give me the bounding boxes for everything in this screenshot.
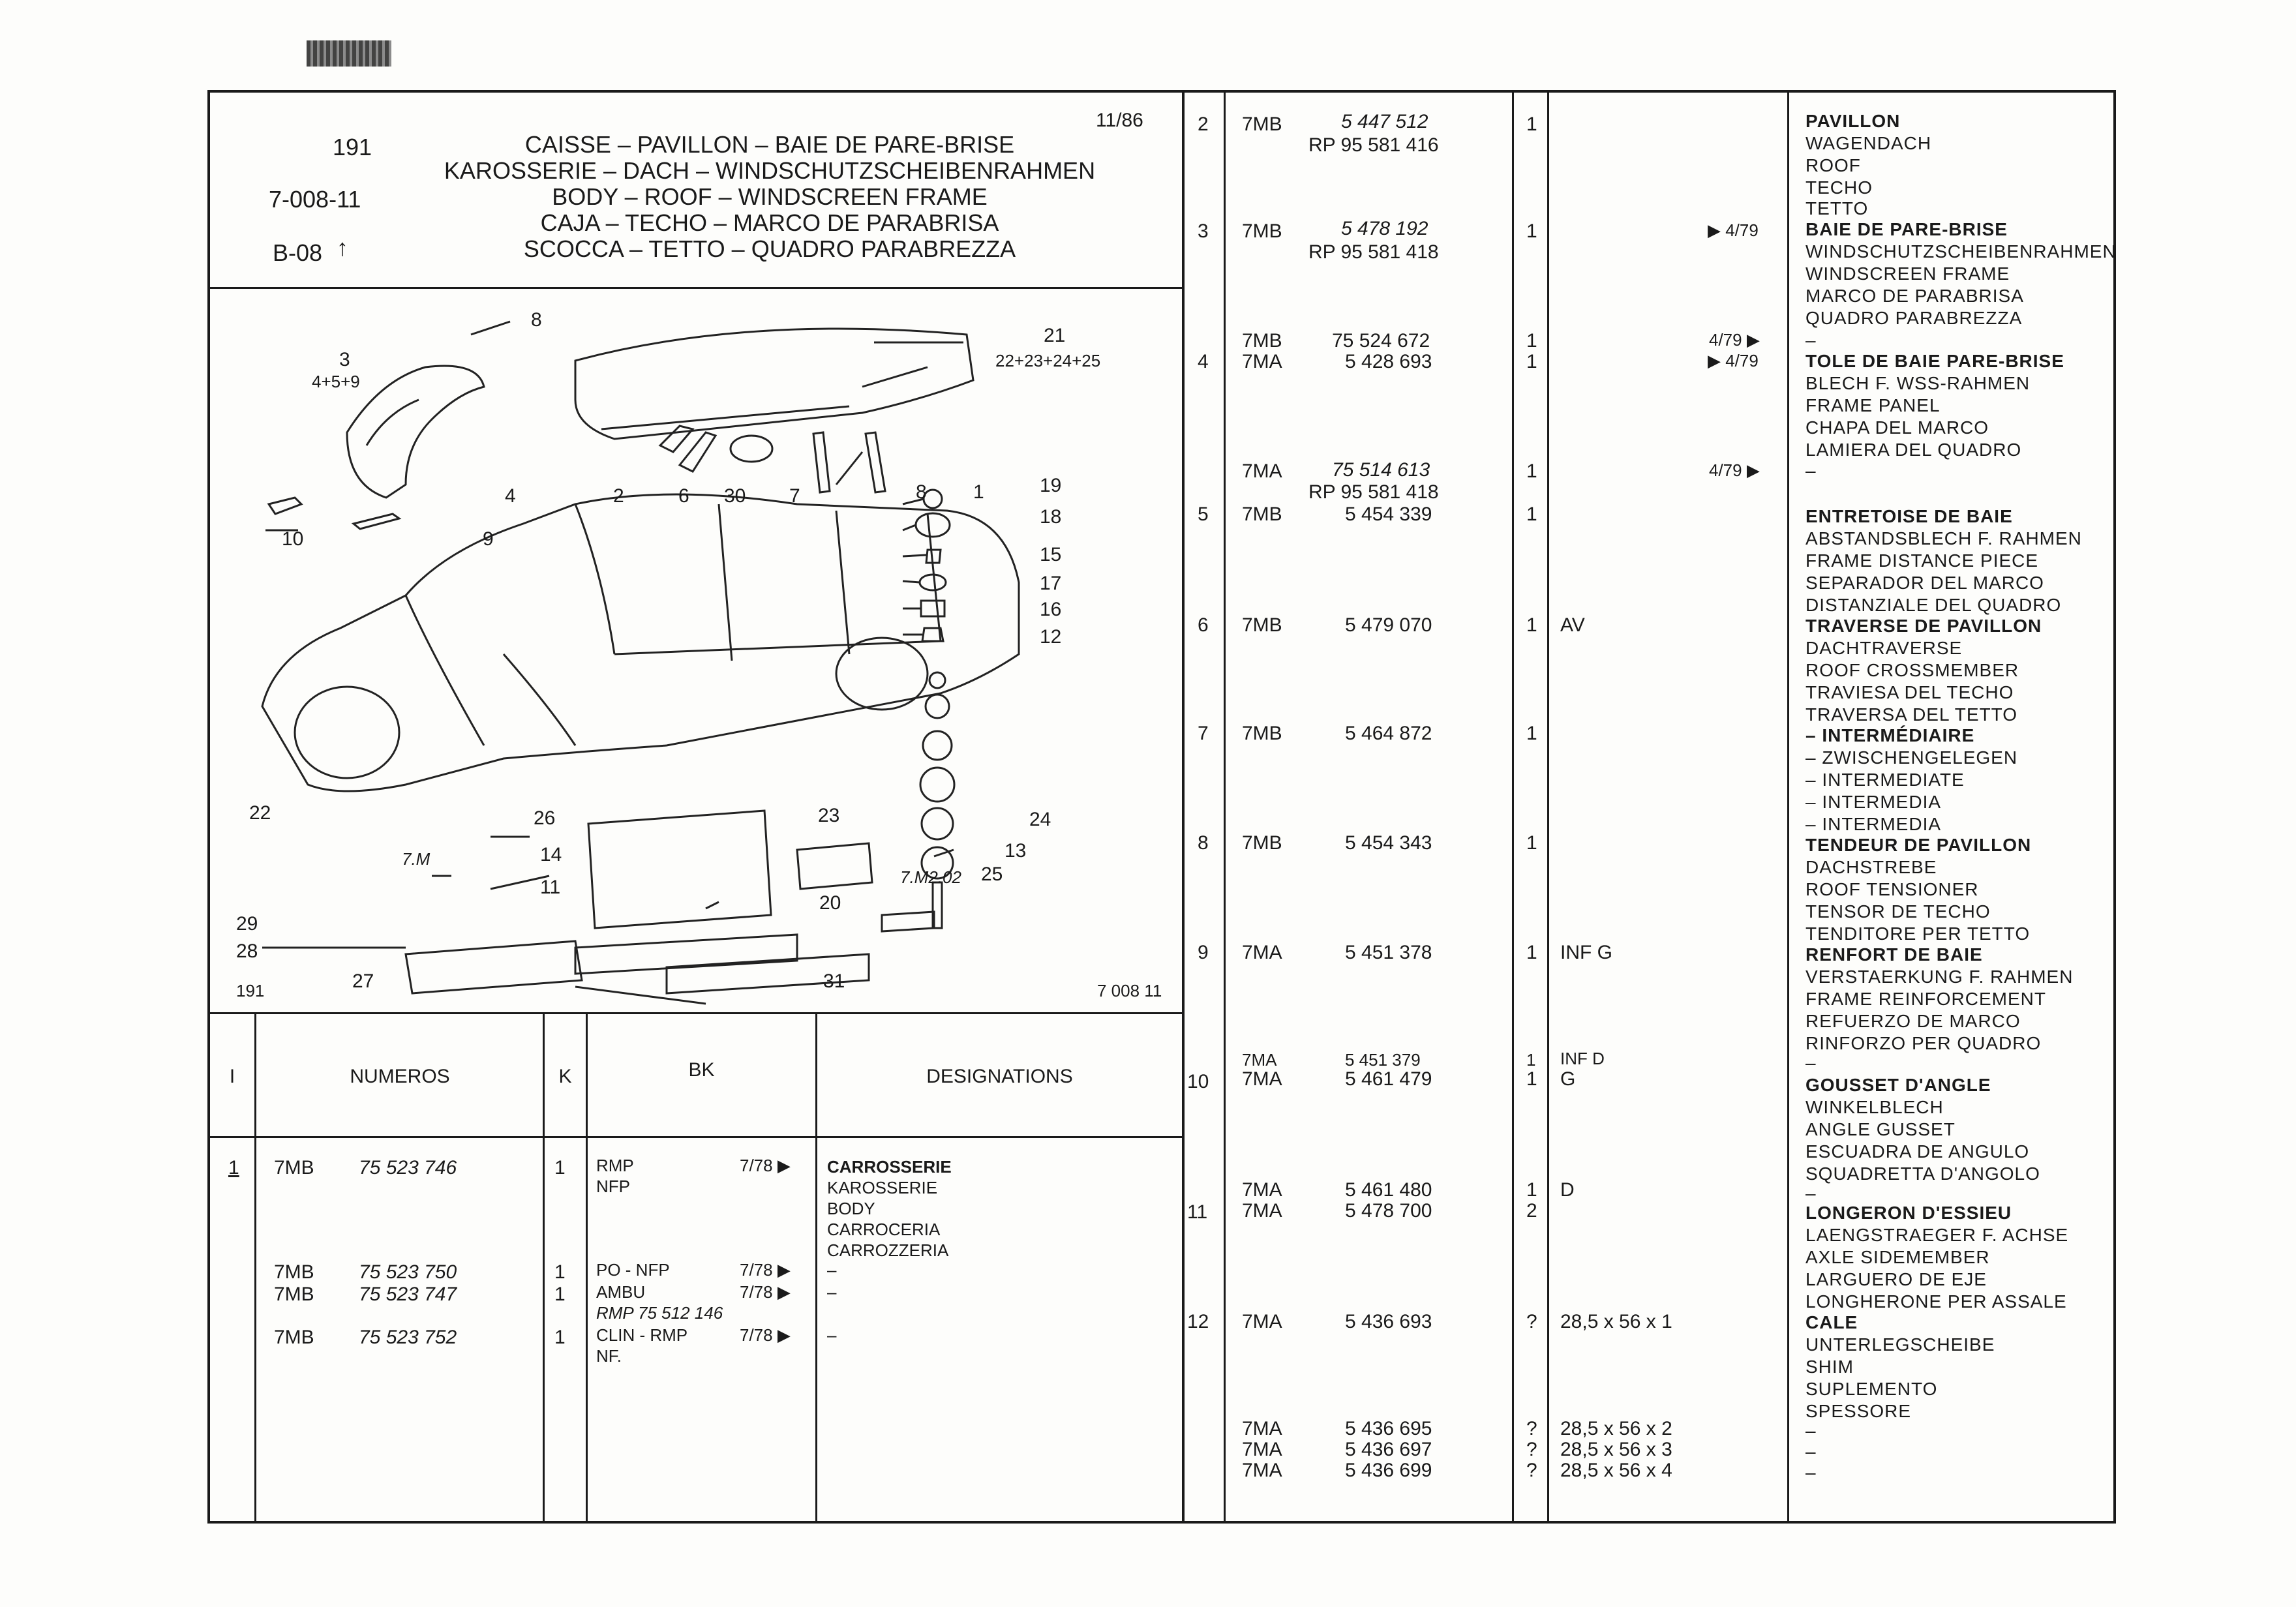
row-k: 1 [1526,460,1537,482]
title-es: CAJA – TECHO – MARCO DE PARABRISA [540,209,999,236]
designation-line: LONGHERONE PER ASSALE [1805,1291,2067,1312]
callout-28: 28 [236,940,258,962]
callout-14: 14 [540,844,562,865]
designation-line: TENSOR DE TECHO [1805,901,1991,922]
designation-line: SEPARADOR DEL MARCO [1805,573,2044,593]
row-desc-fr: CARROSSERIE [827,1157,952,1177]
row-k: 1 [1526,942,1537,963]
designation-line: – [1805,1462,1817,1482]
designation-line: – [1805,1053,1817,1073]
designation-line: SHIM [1805,1357,1854,1377]
row-k: 1 [1526,1050,1536,1070]
designation-line: – INTERMEDIA [1805,814,1942,834]
designation-line: TENDITORE PER TETTO [1805,924,2031,944]
row-index: 5 [1198,503,1209,525]
row-part-number: 75 524 672 [1332,330,1430,352]
row-date: ▶ 4/79 [1708,351,1759,370]
row-part-number: 5 454 343 [1345,832,1432,854]
row-model: 7MA [1242,1439,1282,1460]
designation-line: FRAME DISTANCE PIECE [1805,550,2039,571]
row-index: 8 [1198,832,1209,854]
row-k: 2 [1526,1200,1537,1222]
designation-line: FRAME REINFORCEMENT [1805,989,2046,1009]
row-k: 1 [1526,1179,1537,1201]
callout-13: 13 [1004,840,1027,862]
title-en: BODY – ROOF – WINDSCREEN FRAME [552,183,988,210]
row-model: 7MB [274,1327,314,1348]
designation-line: – [1805,1441,1817,1462]
row-model: 7MA [1242,1200,1282,1222]
designation-line: QUADRO PARABREZZA [1805,308,2023,328]
row-k: 1 [1526,1068,1537,1090]
row-desc-it: CARROZZERIA [827,1240,949,1260]
row-k: 1 [554,1157,566,1179]
row-index: 2 [1198,113,1209,135]
row-k: 1 [1526,351,1537,372]
col-designations: DESIGNATIONS [926,1066,1073,1087]
floor-mark-b: 7.M2.02 [900,867,961,887]
row-model: 7MB [1242,614,1282,636]
figure-group-number: 191 [236,981,265,1000]
row-part-number: 5 436 697 [1345,1439,1432,1460]
row-index: 10 [1187,1071,1209,1092]
callout-12: 12 [1040,626,1062,648]
row-k: ? [1526,1311,1537,1332]
designation-line: – INTERMEDIATE [1805,770,1965,790]
designation-line: – INTERMEDIA [1805,792,1942,812]
callout-21: 21 [1044,325,1066,346]
row-bk: 28,5 x 56 x 4 [1560,1460,1672,1481]
callout-6: 6 [678,485,689,507]
row-date: 4/79 ▶ [1709,330,1760,350]
designation-line: WINKELBLECH [1805,1097,1944,1117]
row-bk-date: 7/78 ▶ [740,1325,791,1345]
callout-30: 30 [724,485,746,507]
row-k: 1 [1526,723,1537,744]
row-k: 1 [1526,113,1537,135]
designation-tendeur: TENDEUR DE PAVILLON [1805,835,2032,855]
row-index: 1 [228,1157,239,1179]
row-model: 7MB [1242,220,1282,242]
row-bk-extra: NFP [596,1177,630,1196]
row-part-number: 5 436 699 [1345,1460,1432,1481]
row-k: 1 [1526,220,1537,242]
designation-line: – [1805,1420,1817,1441]
row-model: 7MA [1242,1068,1282,1090]
row-model: 7MA [1242,1179,1282,1201]
callout-2: 2 [613,485,624,507]
row-date: ▶ 4/79 [1708,220,1759,240]
callout-7: 7 [789,485,800,507]
designation-line: REFUERZO DE MARCO [1805,1011,2021,1031]
row-k: ? [1526,1460,1537,1481]
row-index: 12 [1187,1311,1209,1332]
row-index: 6 [1198,614,1209,636]
designation-entretoise: ENTRETOISE DE BAIE [1805,506,2013,526]
callout-24: 24 [1029,809,1051,830]
callout-4-5-9: 4+5+9 [312,372,360,391]
row-bk: D [1560,1179,1575,1201]
callout-8: 8 [916,481,927,503]
designation-line: ROOF [1805,155,1861,175]
designation-line: LAENGSTRAEGER F. ACHSE [1805,1225,2069,1245]
designation-line: ROOF TENSIONER [1805,879,1979,899]
row-part-number: 75 523 747 [359,1284,457,1305]
col-bk: BK [688,1059,715,1081]
row-bk: AV [1560,614,1585,636]
row-k: 1 [1526,503,1537,525]
designation-line: ANGLE GUSSET [1805,1119,1956,1139]
row-part-number: 75 523 746 [359,1157,457,1179]
callout-23: 23 [818,805,840,826]
designation-line: ABSTANDSBLECH F. RAHMEN [1805,528,2082,548]
row-date: 4/79 ▶ [1709,460,1760,480]
row-bk: RMP [596,1156,634,1175]
designation-line: AXLE SIDEMEMBER [1805,1247,1990,1267]
callout-29: 29 [236,913,258,935]
row-model: 7MA [1242,1311,1282,1332]
row-index: 9 [1198,942,1209,963]
col-k: K [558,1066,572,1087]
designation-line: TETTO [1805,198,1869,218]
callout-4: 4 [505,485,516,507]
designation-traverse: TRAVERSE DE PAVILLON [1805,616,2042,636]
row-model: 7MB [1242,503,1282,525]
row-model: 7MB [1242,723,1282,744]
designation-line: CHAPA DEL MARCO [1805,417,1989,438]
up-arrow-icon: ↑ [337,234,348,261]
designation-line: FRAME PANEL [1805,395,1941,415]
callout-17: 17 [1040,573,1062,594]
designation-line: SUPLEMENTO [1805,1379,1938,1399]
row-bk: RMP 75 512 146 [596,1303,723,1323]
row-k: 1 [554,1261,566,1283]
row-desc-en: BODY [827,1199,875,1218]
callout-1: 1 [973,481,984,503]
row-part-number: 5 461 479 [1345,1068,1432,1090]
designation-line: – [1805,1183,1817,1203]
designation-line: SPESSORE [1805,1401,1912,1421]
callout-25: 25 [981,864,1003,885]
designation-line: WAGENDACH [1805,133,1932,153]
designation-line: UNTERLEGSCHEIBE [1805,1334,1995,1355]
designation-renfort: RENFORT DE BAIE [1805,944,1983,965]
designation-line: WINDSCREEN FRAME [1805,263,2010,284]
row-bk-date: 7/78 ▶ [740,1282,791,1302]
publisher-stamp [307,40,391,67]
row-bk: INF G [1560,942,1612,963]
callout-3: 3 [339,349,350,370]
designation-line: DISTANZIALE DEL QUADRO [1805,595,2062,615]
callout-16: 16 [1040,599,1062,620]
designation-line: DACHSTREBE [1805,857,1937,877]
designation-intermediaire: – INTERMÉDIAIRE [1805,725,1975,745]
row-replacement: RP 95 581 418 [1308,241,1439,263]
row-part-number: 5 428 693 [1345,351,1432,372]
row-bk-date: 7/78 ▶ [740,1156,791,1175]
title-fr: CAISSE – PAVILLON – BAIE DE PARE-BRISE [524,131,1015,158]
row-index: 7 [1198,723,1209,744]
callout-26: 26 [534,807,556,829]
callout-22-25: 22+23+24+25 [995,351,1101,370]
callout-9: 9 [483,528,494,550]
callout-8-top: 8 [531,309,542,331]
designation-line: MARCO DE PARABRISA [1805,286,2024,306]
designation-line: SQUADRETTA D'ANGOLO [1805,1164,2040,1184]
row-part-number: 75 523 752 [359,1327,457,1348]
row-model: 7MB [1242,330,1282,352]
row-bk: 28,5 x 56 x 2 [1560,1418,1672,1439]
callout-18: 18 [1040,506,1062,528]
row-part-number: 5 451 379 [1345,1050,1421,1070]
row-part-number: 5 436 693 [1345,1311,1432,1332]
row-bk-date: 7/78 ▶ [740,1260,791,1280]
row-part-number: 5 447 512 [1341,111,1428,132]
row-part-number: 5 436 695 [1345,1418,1432,1439]
row-desc: – [827,1282,837,1302]
designation-line: BLECH F. WSS-RAHMEN [1805,373,2031,393]
callout-10: 10 [282,528,304,550]
row-index: 4 [1198,351,1209,372]
row-model: 7MB [274,1284,314,1305]
row-model: 7MA [1242,942,1282,963]
designation-line: LARGUERO DE EJE [1805,1269,1987,1289]
row-bk: NF. [596,1346,622,1366]
figure-ref-number: 7 008 11 [1097,981,1162,1000]
row-part-number: 5 461 480 [1345,1179,1432,1201]
designation-line: RINFORZO PER QUADRO [1805,1033,2042,1053]
row-model: 7MB [1242,832,1282,854]
row-part-number: 5 451 378 [1345,942,1432,963]
row-part-number: 5 464 872 [1345,723,1432,744]
row-part-number: 5 479 070 [1345,614,1432,636]
row-index: 3 [1198,220,1209,242]
row-k: 1 [1526,614,1537,636]
designation-line: ESCUADRA DE ANGULO [1805,1141,2030,1162]
date-code: 11/86 [1096,110,1143,131]
row-k: ? [1526,1418,1537,1439]
row-bk: PO - NFP [596,1260,670,1280]
row-replacement: RP 95 581 416 [1308,134,1439,156]
designation-line: TRAVIESA DEL TECHO [1805,682,2014,702]
reference-number: 7-008-11 [269,186,361,213]
row-k: 1 [554,1327,566,1348]
designation-line: – [1805,460,1817,481]
callout-19: 19 [1040,475,1062,496]
row-model: 7MA [1242,1460,1282,1481]
designation-line: ROOF CROSSMEMBER [1805,660,2019,680]
floor-mark-a: 7.M [402,849,430,869]
row-replacement: RP 95 581 418 [1308,481,1439,503]
row-part-number: 75 523 750 [359,1261,457,1283]
row-model: 7MB [274,1157,314,1179]
row-desc-es: CARROCERIA [827,1220,941,1239]
designation-line: DACHTRAVERSE [1805,638,1963,658]
title-de: KAROSSERIE – DACH – WINDSCHUTZSCHEIBENRAHMEN [444,157,1096,184]
designation-line: – [1805,330,1817,350]
title-it: SCOCCA – TETTO – QUADRO PARABREZZA [523,235,1016,262]
page-code: B-08 [273,239,323,266]
row-bk: 28,5 x 56 x 3 [1560,1439,1672,1460]
row-bk: CLIN - RMP [596,1325,688,1345]
col-index: I [229,1066,235,1087]
callout-31: 31 [823,970,845,992]
row-index: 11 [1187,1201,1208,1223]
designation-gousset: GOUSSET D'ANGLE [1805,1075,1991,1095]
row-bk: INF D [1560,1049,1605,1068]
designation-pavillon: PAVILLON [1805,111,1901,131]
row-k: 1 [1526,330,1537,352]
row-model: 7MA [1242,460,1282,482]
row-desc: – [827,1260,837,1280]
row-bk: AMBU [596,1282,646,1302]
callout-11: 11 [540,877,561,898]
row-desc: – [827,1325,837,1345]
row-part-number: 75 514 613 [1332,459,1430,481]
row-model: 7MA [1242,1050,1277,1070]
row-part-number: 5 478 700 [1345,1200,1432,1222]
row-k: 1 [554,1284,566,1305]
designation-line: TRAVERSA DEL TETTO [1805,704,2018,725]
designation-longeron: LONGERON D'ESSIEU [1805,1203,2012,1223]
row-part-number: 5 454 339 [1345,503,1432,525]
row-bk: G [1560,1068,1576,1090]
designation-line: – ZWISCHENGELEGEN [1805,747,2018,768]
row-model: 7MB [1242,113,1282,135]
designation-tole: TOLE DE BAIE PARE-BRISE [1805,351,2064,371]
row-k: 1 [1526,832,1537,854]
row-part-number: 5 478 192 [1341,218,1428,239]
designation-cale: CALE [1805,1312,1858,1332]
row-model: 7MB [274,1261,314,1283]
callout-15: 15 [1040,544,1062,565]
row-model: 7MA [1242,351,1282,372]
designation-line: VERSTAERKUNG F. RAHMEN [1805,967,2074,987]
designation-line: TECHO [1805,177,1873,198]
row-model: 7MA [1242,1418,1282,1439]
col-numeros: NUMEROS [350,1066,450,1087]
row-k: ? [1526,1439,1537,1460]
designation-baie: BAIE DE PARE-BRISE [1805,219,2008,239]
callout-27: 27 [352,970,374,992]
row-bk: 28,5 x 56 x 1 [1560,1311,1672,1332]
callout-22: 22 [249,802,271,824]
callout-20: 20 [819,892,841,914]
designation-line: LAMIERA DEL QUADRO [1805,440,2022,460]
group-number: 191 [333,134,372,160]
designation-line: WINDSCHUTZSCHEIBENRAHMEN [1805,241,2117,262]
row-desc-de: KAROSSERIE [827,1178,938,1197]
